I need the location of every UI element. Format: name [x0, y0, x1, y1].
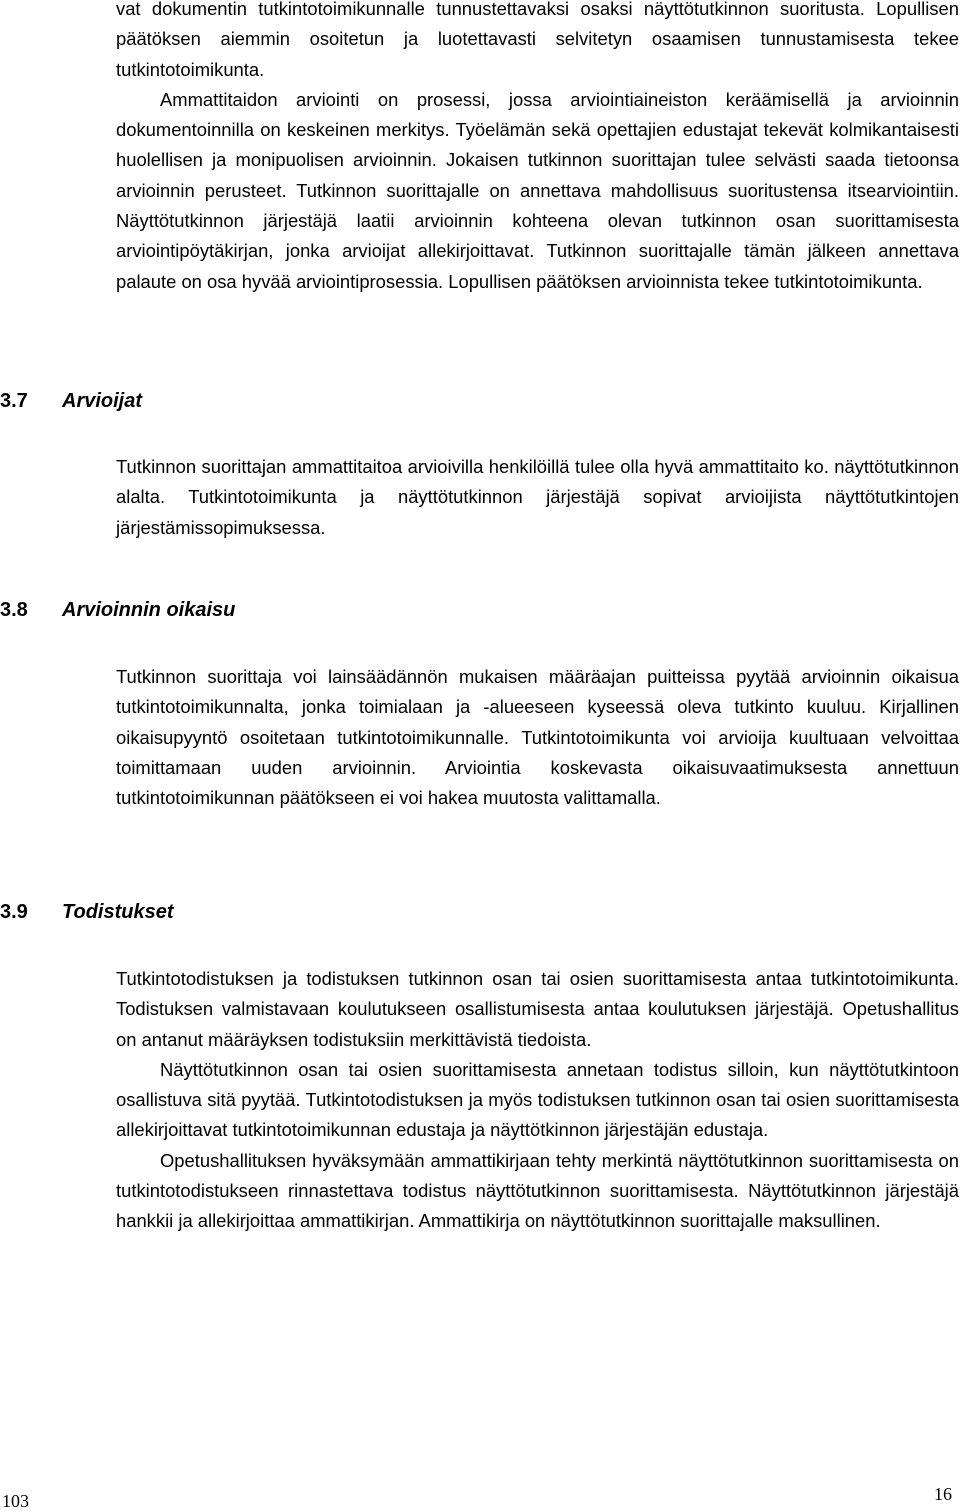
paragraph-text: Ammattitaidon arviointi on prosessi, jossa arviointiaineiston keräämisellä ja arvioinnin dokumentoinnilla on keskeinen merkitys. Työelämän sekä opettajien edustajat tekevät kolmikantaisesti huolellisen ja monipuolisen arvioinnin. Jokaisen tutkinnon suorittajan tulee selvästi saada tietoonsa arvioinnin perusteet. Tutkinnon suorittajalle on annettava mahdollisuus suoritustensa itsearviointiin. Näyttötutkinnon järjestäjä laatii arvioinnin kohteena olevan tutkinnon osan suorittamisesta arviointipöytäkirjan, jonka arvioijat allekirjoittavat. Tutkinnon suorittajalle tämän jälkeen annettava palaute on osa hyvää arviointiprosessia. Lopullisen päätöksen arvioinnista tekee tutkintotoimikunta. [116, 88, 959, 292]
section-title: Arvioijat [62, 390, 143, 412]
body-paragraph [116, 0, 959, 297]
paragraph-text: Tutkinnon suorittaja voi lainsäädännön mukaisen määräajan puitteissa pyytää arvioinnin oikaisua tutkintotoimikunnalta, jonka toimialaan ja -alueeseen kyseessä oleva tutkinto kuuluu. Kirjallinen oikaisupyyntö osoitetaan tutkintotoimikunnalle. Tutkintotoimikunta voi arvioija kuultuaan velvoittaa toimittamaan uuden arvioinnin. Arviointia koskevasta oikaisuvaatimuksesta annettuun tutkintotoimikunnan päätökseen ei voi hakea muutosta valittamalla. [116, 666, 959, 809]
section-number: 3.7 [0, 390, 28, 412]
body-paragraph [116, 964, 959, 1237]
paragraph-text: Tutkinnon suorittajan ammattitaitoa arvioivilla henkilöillä tulee olla hyvä ammattitaito ko. näyttötutkinnon alalta. Tutkintotoimikunta ja näyttötutkinnon järjestäjä sopivat arvioijista näyttötutkintojen järjestämissopimuksessa. [116, 456, 959, 538]
body-paragraph [116, 662, 959, 813]
section-title: Todistukset [62, 901, 174, 923]
section-number: 3.9 [0, 901, 28, 923]
section-number: 3.8 [0, 599, 28, 621]
left-page-number: 103 [2, 1491, 29, 1511]
paragraph-text: Tutkintotodistuksen ja todistuksen tutkinnon osan tai osien suorittamisesta antaa tutkintotoimikunta. Todistuksen valmistavaan koulutukseen osallistumisesta antaa koulutuksen järjestäjä. Opetushallitus on antanut määräyksen todistuksiin merkittävistä tiedoista. [116, 968, 959, 1050]
paragraph-text: Näyttötutkinnon osan tai osien suorittamisesta annetaan todistus silloin, kun näyttötutkintoon osallistuva sitä pyytää. Tutkintotodistuksen ja myös todistuksen tutkinnon osan tai osien suorittamisesta allekirjoittavat tutkintotoimikunnan edustaja ja näyttötkinnon järjestäjän edustaja. [116, 1058, 959, 1141]
body-paragraph [116, 452, 959, 543]
paragraph-text: Opetushallituksen hyväksymään ammattikirjaan tehty merkintä näyttötutkinnon suorittamisesta on tutkintotodistukseen rinnastettava todistus näyttötutkinnon suorittamisesta. Näyttötutkinnon järjestäjä hankkii ja allekirjoittaa ammattikirjan. Ammattikirja on näyttötutkinnon suorittajalle maksullinen. [116, 1149, 959, 1232]
right-page-number: 16 [934, 1484, 952, 1504]
section-title: Arvioinnin oikaisu [62, 599, 236, 621]
paragraph-text: vat dokumentin tutkintotoimikunnalle tunnustettavaksi osaksi näyttötutkinnon suoritusta. Lopullisen päätöksen aiemmin osoitetun ja luotettavasti selvitetyn osaamisen tunnustamisesta tekee tutkintotoimikunta. [116, 0, 959, 80]
